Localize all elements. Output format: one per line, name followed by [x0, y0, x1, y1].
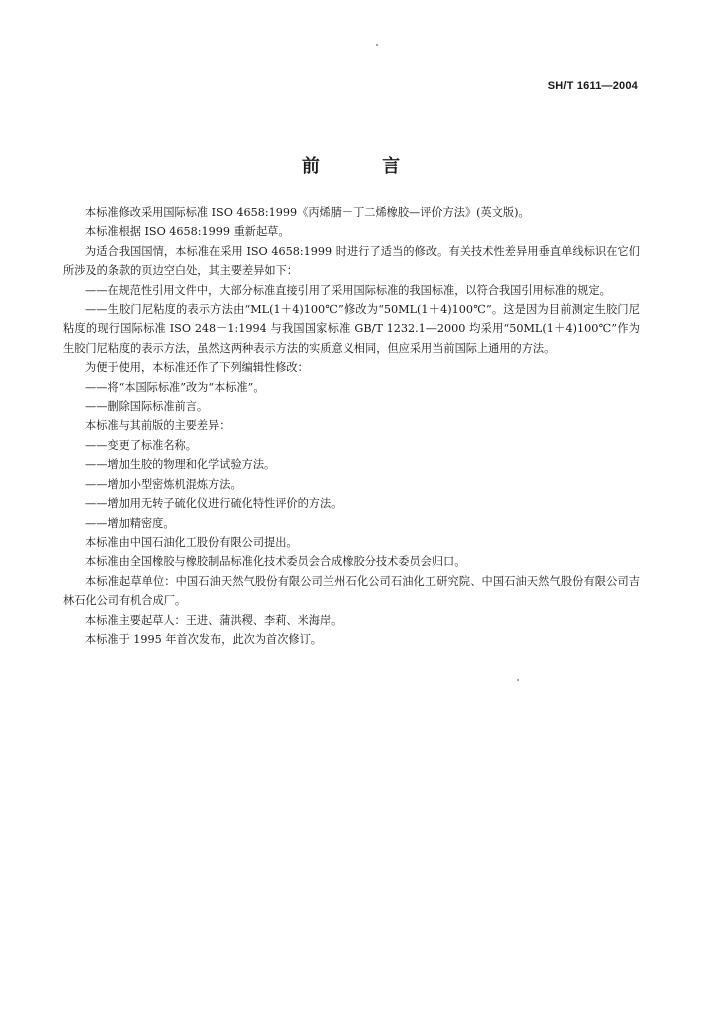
paragraph: 本标准与其前版的主要差异：: [85, 419, 231, 433]
scan-speck: [517, 679, 519, 681]
foreword-body: [63, 203, 640, 649]
paragraph: ——增加小型密炼机混炼方法。: [85, 477, 242, 491]
paragraph: ——将“本国际标准”改为“本标准”。: [85, 380, 265, 394]
paragraph: 本标准修改采用国际标准 ISO 4658:1999《丙烯腈－丁二烯橡胶—评价方法》(英文版)。: [85, 206, 530, 219]
paragraph: ——删除国际标准前言。: [85, 400, 209, 414]
paragraph: 本标准主要起草人：王进、蒲洪稷、李莉、米海岸。: [85, 613, 343, 627]
paragraph: ——在规范性引用文件中，大部分标准直接引用了采用国际标准的我国标准，以符合我国引用标准的规定。: [85, 283, 611, 297]
paragraph: ——增加精密度。: [85, 516, 175, 530]
paragraph: 本标准起草单位：中国石油天然气股份有限公司兰州石化公司石油化工研究院、中国石油天然气股份有限公司吉林石化公司有机合成厂。: [63, 574, 640, 608]
paragraph: ——增加用无转子硫化仪进行硫化特性评价的方法。: [85, 497, 343, 511]
paragraph: 本标准根据 ISO 4658:1999 重新起草。: [85, 225, 290, 239]
paragraph: 本标准于 1995 年首次发布，此次为首次修订。: [85, 632, 322, 646]
standard-code: SH/T 1611—2004: [547, 80, 638, 92]
paragraph: ——生胶门尼粘度的表示方法由“ML(1＋4)100℃”修改为“50ML(1＋4)100℃”。这是因为目前测定生胶门尼粘度的现行国际标准 ISO 248－1:1994 与我国国家标准 GB/T 1232.1—2000 均采用“50ML(1＋4)100℃”作为生胶门尼粘度的表示方法，虽然这两种表示方法的实质意义相同，但应采用当前国际上通用的方法。: [63, 303, 640, 355]
page-title: 前 言: [301, 156, 429, 177]
scan-speck: [376, 44, 378, 46]
paragraph: 本标准由中国石油化工股份有限公司提出。: [85, 535, 298, 549]
paragraph: 本标准由全国橡胶与橡胶制品标准化技术委员会合成橡胶分技术委员会归口。: [85, 555, 466, 569]
paragraph: ——变更了标准名称。: [85, 438, 197, 452]
paragraph: ——增加生胶的物理和化学试验方法。: [85, 458, 276, 472]
paragraph: 为便于使用，本标准还作了下列编辑性修改：: [85, 361, 309, 375]
paragraph: 为适合我国国情，本标准在采用 ISO 4658:1999 时进行了适当的修改。有关技术性差异用垂直单线标识在它们所涉及的条款的页边空白处，其主要差异如下：: [63, 244, 640, 278]
